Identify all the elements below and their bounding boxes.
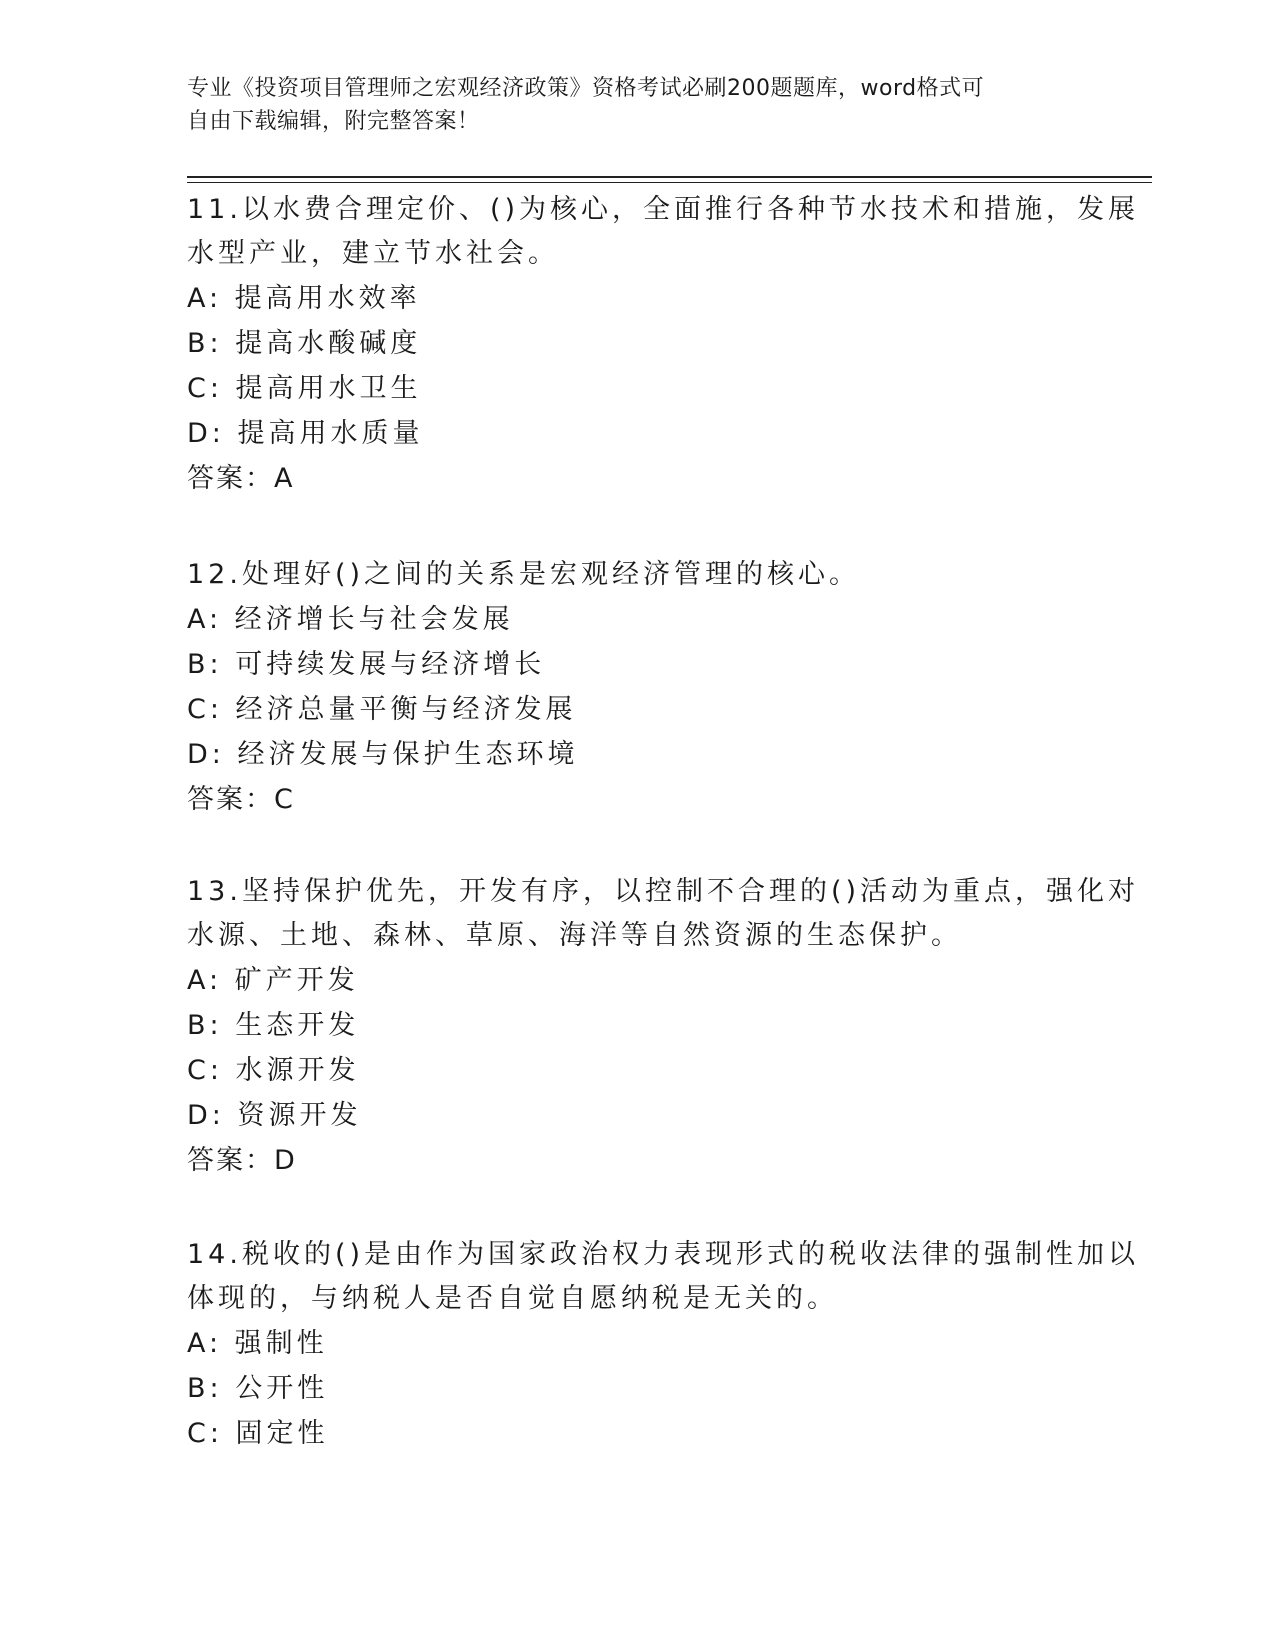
option-c: C: 提高用水卫生	[187, 373, 422, 404]
answer: 答案：A	[187, 463, 295, 494]
question-stem-line: 11.以水费合理定价、()为核心，全面推行各种节水技术和措施，发展	[187, 194, 1140, 225]
option-a: A: 提高用水效率	[187, 283, 421, 314]
option-a: A: 强制性	[187, 1328, 328, 1359]
header-line-1: 专业《投资项目管理师之宏观经济政策》资格考试必刷200题题库，word格式可	[187, 76, 985, 101]
option-b: B: 可持续发展与经济增长	[187, 649, 546, 680]
option-c: C: 经济总量平衡与经济发展	[187, 694, 577, 725]
answer: 答案：C	[187, 784, 295, 815]
answer: 答案：D	[187, 1145, 297, 1176]
header-divider-thick	[187, 176, 1152, 178]
question-stem-line: 水源、土地、森林、草原、海洋等自然资源的生态保护。	[187, 920, 962, 951]
question-14	[187, 1233, 1140, 1456]
question-11	[187, 188, 1140, 501]
header-line-2: 自由下载编辑，附完整答案！	[187, 109, 480, 134]
option-d: D: 提高用水质量	[187, 418, 424, 449]
option-b: B: 生态开发	[187, 1010, 360, 1041]
option-a: A: 经济增长与社会发展	[187, 604, 514, 635]
header-divider-thin	[187, 182, 1152, 183]
question-stem-line: 水型产业，建立节水社会。	[187, 238, 559, 269]
option-b: B: 提高水酸碱度	[187, 328, 422, 359]
option-d: D: 资源开发	[187, 1100, 362, 1131]
question-12	[187, 553, 1077, 822]
question-stem-line: 12.处理好()之间的关系是宏观经济管理的核心。	[187, 559, 861, 590]
option-a: A: 矿产开发	[187, 965, 359, 996]
question-13	[187, 870, 1140, 1183]
option-c: C: 固定性	[187, 1418, 329, 1449]
question-stem-line: 13.坚持保护优先，开发有序，以控制不合理的()活动为重点，强化对	[187, 876, 1140, 907]
question-stem-line: 体现的，与纳税人是否自觉自愿纳税是无关的。	[187, 1283, 838, 1314]
option-b: B: 公开性	[187, 1373, 329, 1404]
question-stem-line: 14.税收的()是由作为国家政治权力表现形式的税收法律的强制性加以	[187, 1239, 1140, 1270]
option-c: C: 水源开发	[187, 1055, 360, 1086]
document-header	[187, 72, 1067, 138]
option-d: D: 经济发展与保护生态环境	[187, 739, 579, 770]
